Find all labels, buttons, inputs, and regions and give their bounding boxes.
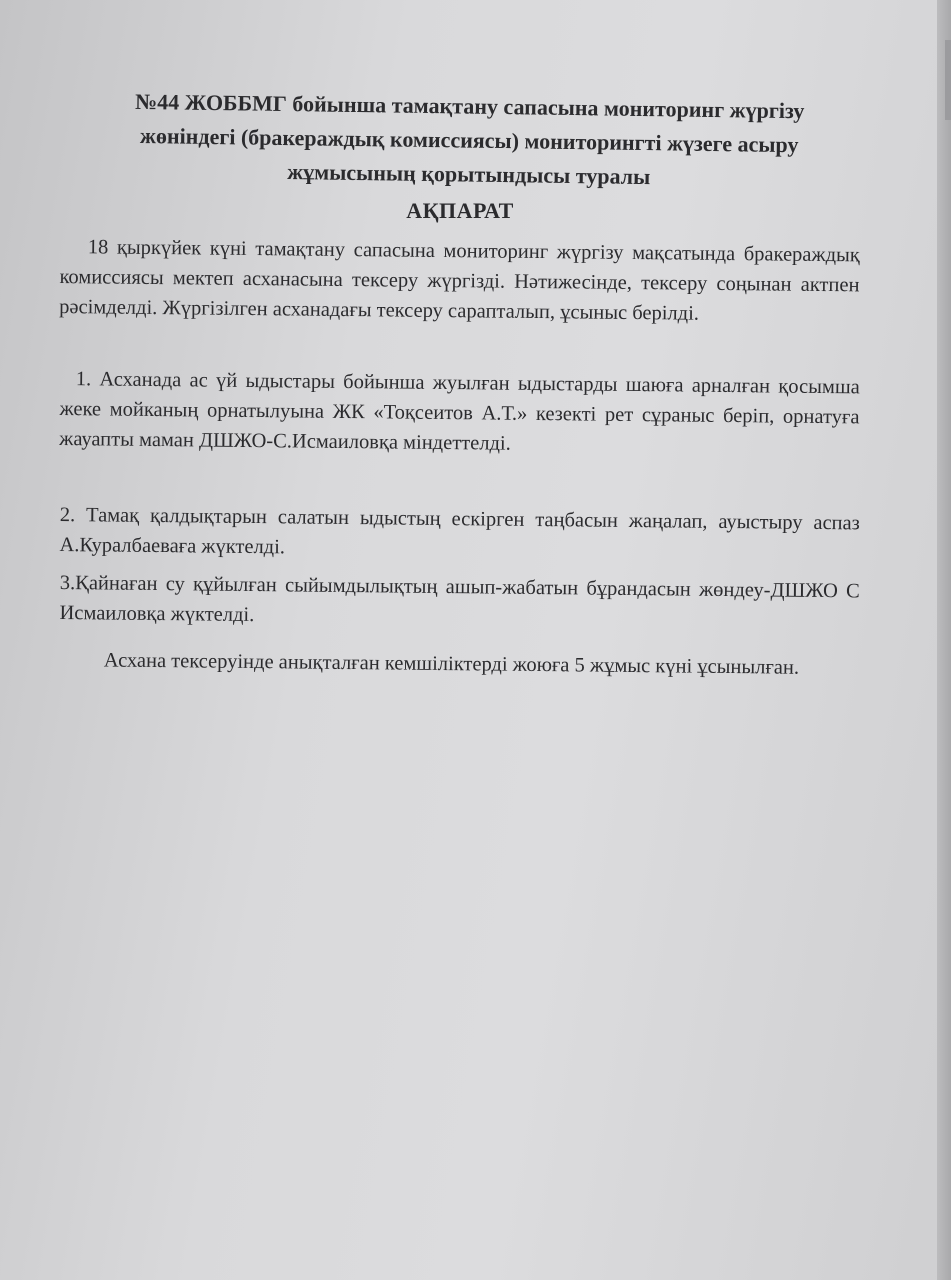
heading-line-2: жөніндегі (бракераждық комиссиясы) мониторингті жүзеге асыру xyxy=(139,122,799,158)
closing-paragraph: Асхана тексеруінде анықталған кемшіліктерді жоюға 5 жұмыс күні ұсынылған. xyxy=(103,649,800,679)
binder-edge xyxy=(945,40,951,120)
page-edge-shadow xyxy=(937,0,951,1280)
document-heading xyxy=(69,84,870,197)
document-title: АҚПАРАТ xyxy=(406,198,514,223)
heading-line-3: жұмысының қорытындысы туралы xyxy=(287,159,651,190)
heading-line-1: №44 ЖОББМГ бойынша тамақтану сапасына мониторинг жүргізу xyxy=(134,88,805,124)
list-item-3: 3.Қайнаған су құйылған сыйымдылықтың ашып-жабатын бұрандасын жөндеу-ДШЖО С Исмаиловқа жүктелді. xyxy=(59,571,860,627)
list-item-2: 2. Тамақ қалдықтарын салатын ыдыстың ескірген таңбасын жаңалап, ауыстыру аспаз А.Куралбаеваға жүктелді. xyxy=(59,503,860,559)
intro-paragraph: 18 қыркүйек күні тамақтану сапасына мониторинг жүргізу мақсатында бракераждық комиссиясы мектеп асханасына тексеру жүргізді. Нәтижесінде, тексеру соңынан актпен рәсімделді. Жүргізілген асханадағы тексеру сарапталып, ұсыныс берілді. xyxy=(59,236,860,325)
list-item-1: 1. Асханада ас үй ыдыстары бойынша жуылған ыдыстарды шаюға арналған қосымша жеке мойканың орнатылуына ЖК «Тоқсеитов А.Т.» кезекті рет сұраныс беріп, орнатуға жауапты маман ДШЖО-С.Исмаиловқа міндеттелді. xyxy=(59,368,860,455)
